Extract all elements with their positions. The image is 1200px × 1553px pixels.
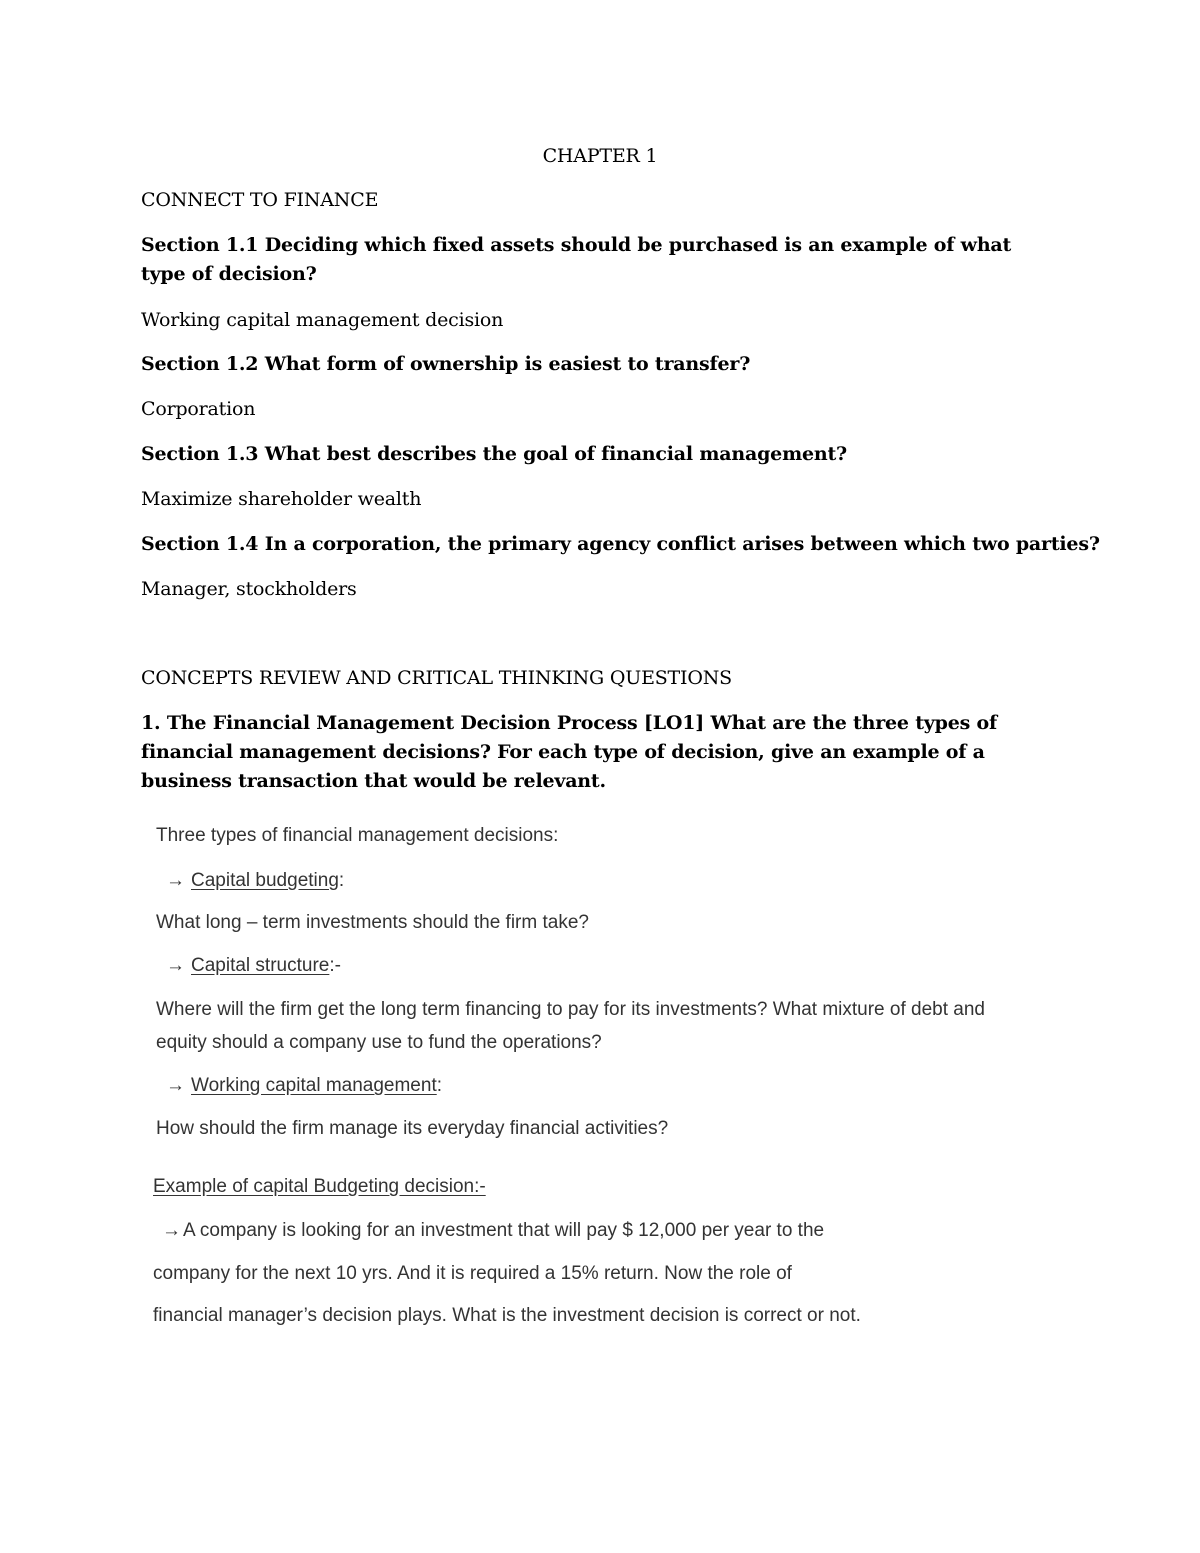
question-text: Deciding which fixed assets should be purchased is an example of what type of decision? (141, 234, 1012, 285)
question-1: 1. The Financial Management Decision Process [LO1] What are the three types of financial management decisions? For each type of decision, give an example of a business transaction that would be relevant. (141, 712, 997, 792)
section-1-3-question (141, 440, 1081, 469)
type-suffix: : (436, 1075, 443, 1096)
example-line-1 (162, 1214, 824, 1247)
example-text: A company is looking for an investment that will pay $ 12,000 per year to the (183, 1220, 825, 1241)
type-name: Capital budgeting (191, 870, 339, 891)
arrow-right-icon: → (166, 955, 185, 976)
type-suffix: : (338, 870, 345, 891)
question-text: In a corporation, the primary agency conflict arises between which two parties? (264, 533, 1100, 555)
section-label: Section 1.2 (141, 353, 259, 375)
arrow-right-icon: → (166, 1075, 185, 1096)
chapter-title: CHAPTER 1 (542, 145, 658, 167)
answer-intro: Three types of financial management decisions: (156, 825, 559, 846)
example-line-2: company for the next 10 yrs. And it is required a 15% return. Now the role of (153, 1263, 792, 1284)
section-label: Section 1.1 (141, 234, 259, 256)
question-text: What best describes the goal of financial management? (264, 443, 847, 465)
type-working-capital-management (166, 1069, 442, 1102)
type-capital-budgeting (166, 864, 344, 897)
review-heading: CONCEPTS REVIEW AND CRITICAL THINKING QUESTIONS (141, 667, 732, 689)
type-suffix: :- (329, 955, 341, 976)
section-label: Section 1.4 (141, 533, 259, 555)
type-name: Capital structure (191, 955, 330, 976)
type-capital-budgeting-description: What long – term investments should the firm take? (156, 912, 589, 933)
type-name: Working capital management (191, 1075, 437, 1096)
section-1-2-question (141, 350, 1081, 379)
connect-heading: CONNECT TO FINANCE (141, 189, 379, 211)
example-heading: Example of capital Budgeting decision:- (153, 1176, 486, 1197)
section-1-1-answer: Working capital management decision (141, 309, 504, 331)
section-1-3-answer: Maximize shareholder wealth (141, 488, 422, 510)
section-1-4-question (141, 530, 1101, 559)
section-1-1-question (141, 231, 1061, 289)
question-text: What form of ownership is easiest to transfer? (264, 353, 751, 375)
arrow-right-icon: → (162, 1220, 181, 1241)
section-1-2-answer: Corporation (141, 398, 256, 420)
type-capital-structure-description: Where will the firm get the long term financing to pay for its investments? What mixture of debt and equity should a company use to fund the operations? (156, 999, 985, 1053)
type-working-capital-description: How should the firm manage its everyday financial activities? (156, 1118, 669, 1139)
section-1-4-answer: Manager, stockholders (141, 578, 357, 600)
arrow-right-icon: → (166, 870, 185, 891)
example-line-3: financial manager’s decision plays. What is the investment decision is correct or not. (153, 1305, 861, 1326)
section-label: Section 1.3 (141, 443, 259, 465)
type-capital-structure (166, 949, 341, 982)
